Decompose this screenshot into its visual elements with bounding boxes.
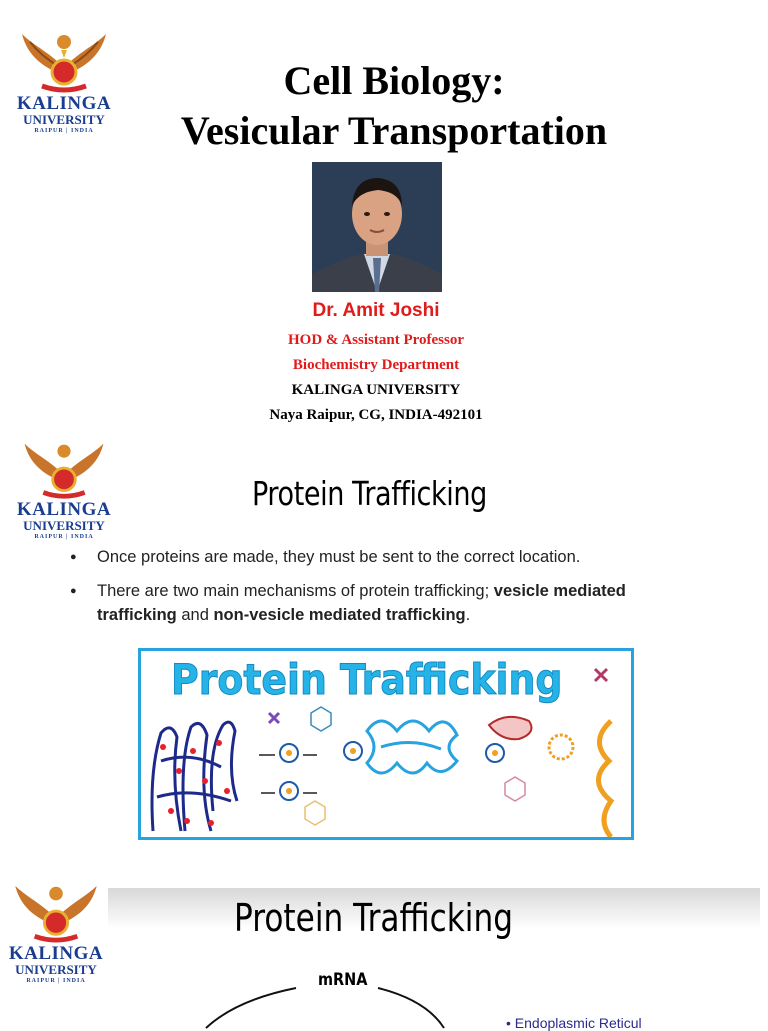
illustration-title: Protein Trafficking (171, 655, 563, 704)
presenter-name: Dr. Amit Joshi (312, 300, 440, 321)
pathway-label: • Endoplasmic Reticul (506, 1015, 642, 1031)
logo-name-line1: KALINGA (16, 499, 112, 520)
logo-name-line2: UNIVERSITY (23, 112, 105, 127)
slide-heading: Protein Trafficking (252, 474, 487, 513)
logo-name-line2: UNIVERSITY (15, 962, 97, 977)
university-logo (4, 880, 108, 984)
cell-organelles-drawing (141, 651, 631, 837)
university-address: Naya Raipur, CG, INDIA-492101 (269, 407, 483, 423)
logo-name-line1: KALINGA (8, 943, 104, 964)
presenter-photo (312, 162, 442, 292)
mrna-label: mRNA (318, 970, 368, 990)
university-name: KALINGA UNIVERSITY (291, 382, 461, 398)
bullet-item: ● There are two main mechanisms of protein trafficking; vesicle mediated trafficking and non-vesicle mediated trafficking. (66, 579, 706, 627)
title-line1: Cell Biology: (283, 58, 505, 103)
eagle-emblem-icon (12, 438, 116, 500)
presenter-role: HOD & Assistant Professor (288, 332, 464, 348)
presenter-department: Biochemistry Department (292, 357, 460, 373)
bullet-list (66, 545, 706, 637)
logo-name-line1: KALINGA (16, 93, 112, 114)
logo-name-line3: RAIPUR | INDIA (34, 534, 94, 540)
eagle-emblem-icon (4, 880, 108, 944)
logo-name-line3: RAIPUR | INDIA (34, 128, 94, 134)
slide-heading: Protein Trafficking (234, 896, 513, 940)
bullet-item: ● Once proteins are made, they must be sent to the correct location. (66, 545, 706, 569)
university-logo (12, 438, 116, 540)
logo-name-line3: RAIPUR | INDIA (26, 978, 86, 984)
slide-title-heading (0, 56, 768, 156)
logo-name-line2: UNIVERSITY (23, 518, 105, 533)
protein-trafficking-illustration (138, 648, 634, 840)
title-line2: Vesicular Transportation (180, 108, 608, 153)
